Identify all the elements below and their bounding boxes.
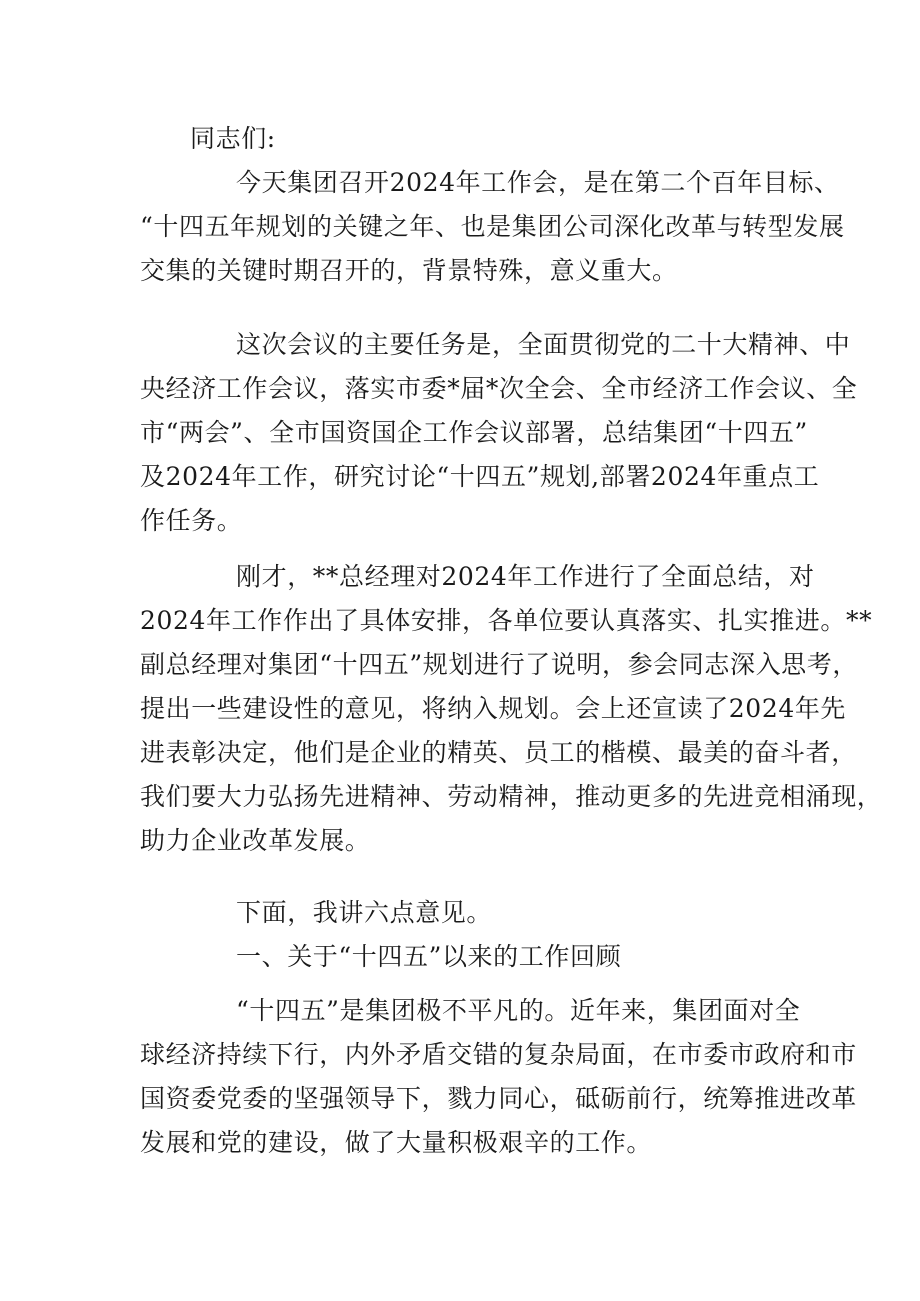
paragraph-line: 交集的关键时期召开的，背景特殊，意义重大。 <box>140 256 678 285</box>
paragraph-line: “十四五”是集团极不平凡的。近年来，集团面对全 <box>236 996 801 1025</box>
section-heading: 一、关于“十四五”以来的工作回顾 <box>236 942 622 971</box>
paragraph-line: 作任务。 <box>140 506 243 535</box>
paragraph-line: 下面，我讲六点意见。 <box>236 898 493 927</box>
paragraph-line: 进表彰决定，他们是企业的精英、员工的楷模、最美的奋斗者， <box>140 738 857 767</box>
paragraph-line: 及2024年工作，研究讨论“十四五”规划,部署2024年重点工 <box>140 462 820 491</box>
paragraph-line: 2024年工作作出了具体安排，各单位要认真落实、扎实推进。** <box>140 606 873 635</box>
paragraph-line: 今天集团召开2024年工作会，是在第二个百年目标、 <box>236 168 840 197</box>
paragraph-line: 助力企业改革发展。 <box>140 826 371 855</box>
paragraph-line: 刚才，**总经理对2024年工作进行了全面总结，对 <box>236 562 815 591</box>
paragraph-line: 我们要大力弘扬先进精神、劳动精神，推动更多的先进竞相涌现， <box>140 782 883 811</box>
paragraph-line: 发展和党的建设，做了大量积极艰辛的工作。 <box>140 1128 653 1157</box>
paragraph-line: “十四五年规划的关键之年、也是集团公司深化改革与转型发展 <box>140 212 845 241</box>
paragraph-line: 球经济持续下行，内外矛盾交错的复杂局面，在市委市政府和市 <box>140 1040 857 1069</box>
paragraph-line: 央经济工作会议，落实市委*届*次全会、全市经济工作会议、全 <box>140 374 858 403</box>
paragraph-line: 市“两会”、全市国资国企工作会议部署，总结集团“十四五” <box>140 418 808 447</box>
paragraph-line: 副总经理对集团“十四五”规划进行了说明，参会同志深入思考， <box>140 650 858 679</box>
paragraph-line: 提出一些建设性的意见，将纳入规划。会上还宣读了2024年先 <box>140 694 847 723</box>
paragraph-line: 这次会议的主要任务是，全面贯彻党的二十大精神、中 <box>236 330 851 359</box>
paragraph-line: 国资委党委的坚强领导下，戮力同心，砥砺前行，统筹推进改革 <box>140 1084 857 1113</box>
salutation: 同志们: <box>190 124 276 153</box>
